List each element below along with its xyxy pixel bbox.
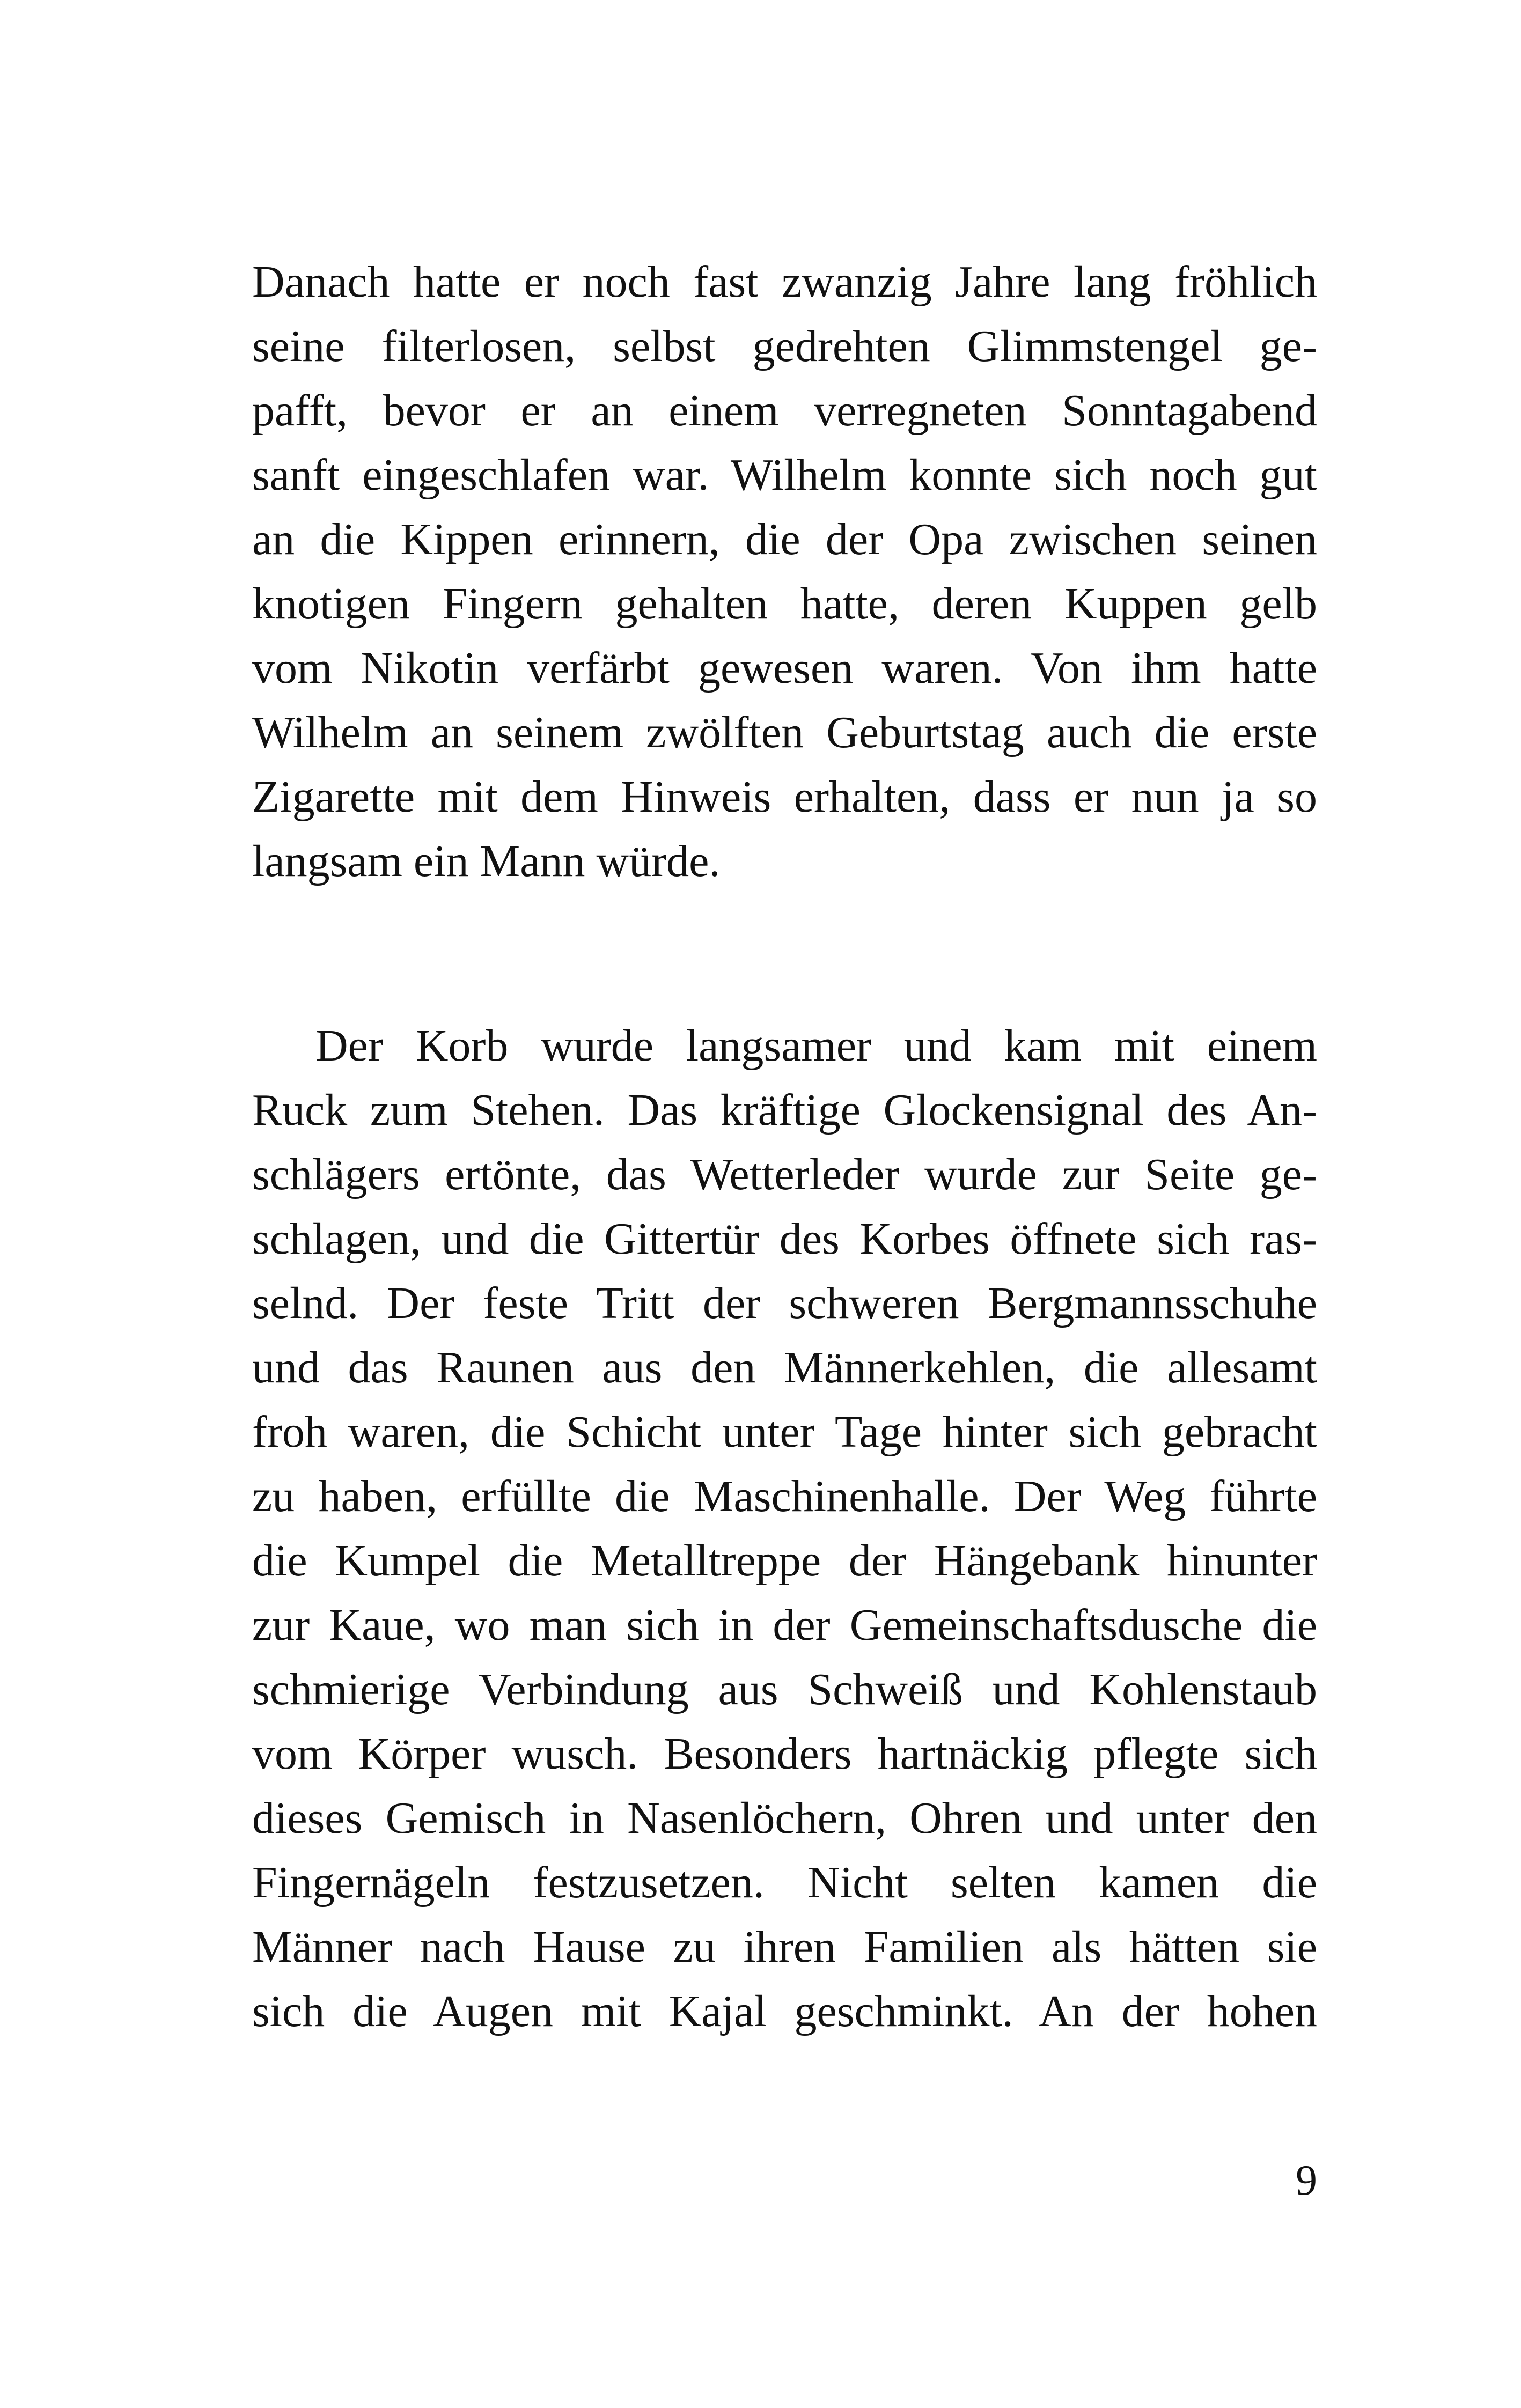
text-line: Fingernägeln festzusetzen. Nicht selten kamen die <box>252 1858 1317 1908</box>
text-line: selnd. Der feste Tritt der schweren Bergmannsschuhe <box>252 1278 1317 1328</box>
text-line: sich die Augen mit Kajal geschminkt. An der hohen <box>252 1986 1317 2036</box>
text-line: Wilhelm an seinem zwölften Geburtstag auch die erste <box>252 708 1317 757</box>
text-line: dieses Gemisch in Nasenlöchern, Ohren und unter den <box>252 1793 1317 1843</box>
text-line: sanft eingeschlafen war. Wilhelm konnte sich noch gut <box>252 450 1317 500</box>
paragraph-1 <box>252 250 1317 894</box>
text-line: vom Körper wusch. Besonders hartnäckig pflegte sich <box>252 1729 1317 1779</box>
text-line: Zigarette mit dem Hinweis erhalten, dass er nun ja so <box>252 772 1317 822</box>
text-line: die Kumpel die Metalltreppe der Hängebank hinunter <box>252 1536 1317 1586</box>
text-line: zur Kaue, wo man sich in der Gemeinschaftsdusche die <box>252 1600 1317 1650</box>
text-line: zu haben, erfüllte die Maschinenhalle. Der Weg führte <box>252 1471 1317 1521</box>
text-line: seine filterlosen, selbst gedrehten Glimmstengel ge- <box>252 321 1317 371</box>
text-line: Danach hatte er noch fast zwanzig Jahre lang fröhlich <box>252 257 1317 307</box>
text-line: Der Korb wurde langsamer und kam mit einem <box>315 1021 1317 1071</box>
text-line: vom Nikotin verfärbt gewesen waren. Von ihm hatte <box>252 643 1317 693</box>
page-number: 9 <box>1296 2157 1317 2204</box>
text-line: schlägers ertönte, das Wetterleder wurde zur Seite ge- <box>252 1150 1317 1199</box>
text-line: Ruck zum Stehen. Das kräftige Glockensignal des An- <box>252 1085 1317 1135</box>
text-line: und das Raunen aus den Männerkehlen, die allesamt <box>252 1343 1317 1393</box>
text-line: schmierige Verbindung aus Schweiß und Kohlenstaub <box>252 1665 1317 1714</box>
text-line: froh waren, die Schicht unter Tage hinter sich gebracht <box>252 1407 1317 1457</box>
paragraph-2 <box>252 1014 1317 2044</box>
text-line: an die Kippen erinnern, die der Opa zwischen seinen <box>252 514 1317 564</box>
text-line: schlagen, und die Gittertür des Korbes öffnete sich ras- <box>252 1214 1317 1264</box>
text-line: pafft, bevor er an einem verregneten Sonntagabend <box>252 386 1317 436</box>
text-line: Männer nach Hause zu ihren Familien als hätten sie <box>252 1922 1317 1972</box>
text-line: knotigen Fingern gehalten hatte, deren Kuppen gelb <box>252 579 1317 629</box>
text-line: langsam ein Mann würde. <box>252 836 721 886</box>
